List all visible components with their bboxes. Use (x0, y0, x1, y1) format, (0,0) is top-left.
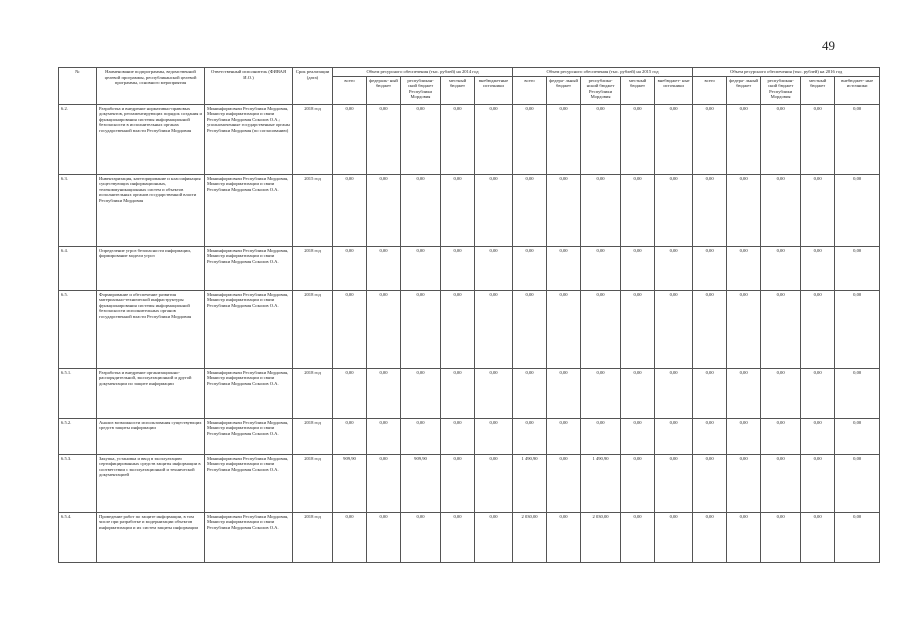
row-value: 0,00 (581, 418, 621, 454)
row-value: 0,00 (441, 104, 475, 174)
row-value: 0,00 (655, 290, 693, 368)
row-value: 0,00 (727, 454, 761, 512)
row-term: 2018 год (293, 290, 333, 368)
row-value: 0,00 (441, 512, 475, 562)
row-value: 0,00 (621, 174, 655, 246)
row-name: Формирование и обеспечение развития материально-технической инфраструктуры функционирования системы информационной безопасности исполнительных органов государственной власти Республики Мордовия (97, 290, 205, 368)
subheader-cell: внебюджет- ные источники (655, 76, 693, 104)
row-value: 0,00 (581, 290, 621, 368)
row-value: 0,00 (441, 290, 475, 368)
row-term: 2018 год (293, 368, 333, 418)
row-value: 1 490,90 (513, 454, 547, 512)
row-value: 0,00 (621, 104, 655, 174)
row-value: 0,00 (835, 368, 880, 418)
row-value: 0,00 (727, 104, 761, 174)
row-name: Инвентаризация, категорирование и классификация существующих информационных, телекоммуникационных систем и объектов исполнительных органов государственной власти Республики Мордовия (97, 174, 205, 246)
row-value: 0,00 (693, 454, 727, 512)
row-number: 6.4. (59, 246, 97, 290)
subheader-cell: местный бюджет (801, 76, 835, 104)
row-value: 0,00 (801, 246, 835, 290)
row-responsible: Мининформсвязи Республики Мордовия, Министр информатизации и связи Республики Мордовия Соколов О.А. (205, 368, 293, 418)
row-value: 0,00 (367, 512, 401, 562)
row-value: 0,00 (401, 368, 441, 418)
row-value: 0,00 (475, 454, 513, 512)
row-value: 0,00 (513, 174, 547, 246)
row-value: 0,00 (835, 512, 880, 562)
row-value: 0,00 (655, 104, 693, 174)
row-term: 2015 год (293, 174, 333, 246)
row-value: 0,00 (475, 512, 513, 562)
row-value: 0,00 (441, 174, 475, 246)
row-value: 0,00 (621, 418, 655, 454)
row-value: 0,00 (655, 418, 693, 454)
row-name: Определение угроз безопасности информации, формирование модели угроз (97, 246, 205, 290)
row-value: 0,00 (367, 418, 401, 454)
row-value: 0,00 (401, 246, 441, 290)
row-number: 6.3. (59, 174, 97, 246)
row-value: 0,00 (835, 104, 880, 174)
row-value: 0,00 (655, 368, 693, 418)
row-value: 0,00 (761, 454, 801, 512)
table-row (59, 368, 880, 418)
row-value: 0,00 (581, 246, 621, 290)
row-value: 0,00 (835, 418, 880, 454)
row-name: Закупка, установка и ввод в эксплуатацию сертифицированных средств защиты информации в соответствии с эксплуатационной и технической документацией (97, 454, 205, 512)
row-number: 6.5.3. (59, 454, 97, 512)
row-value: 0,00 (401, 418, 441, 454)
row-value: 0,00 (333, 104, 367, 174)
row-value: 0,00 (547, 290, 581, 368)
row-responsible: Мининформсвязи Республики Мордовия, Министр информатизации и связи Республики Мордовия Соколов О.А. (205, 246, 293, 290)
subheader-cell: внебюджет- ные источники (835, 76, 880, 104)
row-value: 0,00 (727, 418, 761, 454)
row-value: 0,00 (621, 290, 655, 368)
row-value: 0,00 (475, 246, 513, 290)
row-value: 0,00 (547, 454, 581, 512)
row-responsible: Мининформсвязи Республики Мордовия, Министр информатизации и связи Республики Мордовия Соколов О.А. (205, 454, 293, 512)
row-number: 6.5.2. (59, 418, 97, 454)
row-term: 2018 год (293, 104, 333, 174)
row-value: 0,00 (333, 418, 367, 454)
row-value: 0,00 (761, 290, 801, 368)
subheader-cell: всего (333, 76, 367, 104)
row-responsible: Мининформсвязи Республики Мордовия, Министр информатизации и связи Республики Мордовия Соколов О.А. (205, 174, 293, 246)
row-value: 0,00 (835, 246, 880, 290)
row-value: 0,00 (693, 174, 727, 246)
row-value: 0,00 (801, 174, 835, 246)
subheader-cell: федера- льный бюджет (547, 76, 581, 104)
row-value: 0,00 (333, 174, 367, 246)
row-value: 0,00 (547, 104, 581, 174)
row-value: 0,00 (401, 174, 441, 246)
row-value: 0,00 (655, 174, 693, 246)
row-responsible: Мининформсвязи Республики Мордовия, Министр информатизации и связи Республики Мордовия Соколов О.А.; уполномоченные государственные органы Республики Мордовия (по согласованию) (205, 104, 293, 174)
row-value: 0,00 (441, 454, 475, 512)
row-term: 2018 год (293, 418, 333, 454)
row-value: 0,00 (401, 104, 441, 174)
row-number: 6.5. (59, 290, 97, 368)
row-name: Разработка и внедрение организационно-распорядительной, эксплуатационной и другой документации по защите информации (97, 368, 205, 418)
subheader-cell: федераль- ный бюджет (367, 76, 401, 104)
table-row (59, 418, 880, 454)
header-2015: Объем ресурсного обеспечения (тыс. рублей) на 2015 год (513, 68, 693, 77)
row-value: 0,00 (367, 454, 401, 512)
header-term: Срок реализации (дата) (293, 68, 333, 105)
subheader-cell: местный бюджет (441, 76, 475, 104)
row-value: 0,00 (801, 418, 835, 454)
row-value: 0,00 (655, 454, 693, 512)
subheader-cell: местный бюджет (621, 76, 655, 104)
row-value: 0,00 (835, 174, 880, 246)
row-value: 0,00 (655, 246, 693, 290)
row-value: 0,00 (513, 418, 547, 454)
row-value: 2 030,00 (513, 512, 547, 562)
row-value: 0,00 (693, 418, 727, 454)
row-value: 0,00 (581, 174, 621, 246)
row-number: 6.5.1. (59, 368, 97, 418)
header-2014: Объем ресурсного обеспечения (тыс. рублей) на 2014 год (333, 68, 513, 77)
row-value: 0,00 (475, 104, 513, 174)
row-name: Проведение работ по защите информации, в том числе при разработке и модернизации объектов информатизации и их систем защиты информации (97, 512, 205, 562)
row-value: 0,00 (727, 174, 761, 246)
row-value: 0,00 (367, 104, 401, 174)
row-value: 0,00 (333, 368, 367, 418)
row-value: 0,00 (761, 418, 801, 454)
subheader-cell: внебюджетные источники (475, 76, 513, 104)
row-value: 0,00 (801, 512, 835, 562)
subheader-cell: республикан- ский бюджет Республики Мордовия (401, 76, 441, 104)
row-value: 0,00 (621, 512, 655, 562)
row-value: 0,00 (333, 290, 367, 368)
row-value: 0,00 (693, 368, 727, 418)
table-header (59, 68, 880, 105)
header-num: № (59, 68, 97, 105)
row-value: 0,00 (475, 174, 513, 246)
row-value: 0,00 (513, 368, 547, 418)
row-name: Разработка и внедрение нормативно-правовых документов, регламентирующих порядок создания и функционирования системы информационной безопасности в исполнительных органах государственной власти Республики Мордовия (97, 104, 205, 174)
row-value: 0,00 (655, 512, 693, 562)
row-value: 0,00 (581, 104, 621, 174)
budget-table (58, 67, 880, 563)
row-value: 0,00 (727, 290, 761, 368)
row-value: 0,00 (727, 368, 761, 418)
table-body (59, 104, 880, 562)
row-value: 0,00 (367, 368, 401, 418)
row-value: 1 490,90 (581, 454, 621, 512)
table-row (59, 290, 880, 368)
row-value: 0,00 (367, 290, 401, 368)
row-value: 0,00 (761, 246, 801, 290)
row-responsible: Мининформсвязи Республики Мордовия, Министр информатизации и связи Республики Мордовия Соколов О.А. (205, 418, 293, 454)
row-value: 0,00 (401, 512, 441, 562)
row-value: 0,00 (547, 174, 581, 246)
row-number: 6.5.4. (59, 512, 97, 562)
row-value: 0,00 (401, 290, 441, 368)
row-value: 0,00 (547, 512, 581, 562)
header-name: Наименование подпрограммы, ведомственной целевой программы, республиканской целевой программы, основного мероприятия (97, 68, 205, 105)
row-value: 0,00 (801, 454, 835, 512)
row-value: 0,00 (835, 290, 880, 368)
row-value: 0,00 (835, 454, 880, 512)
row-value: 0,00 (513, 290, 547, 368)
row-value: 0,00 (513, 104, 547, 174)
row-value: 0,00 (333, 512, 367, 562)
row-number: 6.2. (59, 104, 97, 174)
row-responsible: Мининформсвязи Республики Мордовия, Министр информатизации и связи Республики Мордовия Соколов О.А. (205, 290, 293, 368)
row-value: 0,00 (441, 418, 475, 454)
row-value: 0,00 (761, 104, 801, 174)
row-value: 2 030,00 (581, 512, 621, 562)
header-2016: Объем ресурсного обеспечения (тыс. рублей) на 2016 год (693, 68, 880, 77)
row-value: 0,00 (547, 418, 581, 454)
row-value: 0,00 (761, 368, 801, 418)
row-value: 0,00 (801, 290, 835, 368)
row-term: 2018 год (293, 512, 333, 562)
row-value: 0,00 (367, 246, 401, 290)
subheader-cell: федера- льный бюджет (727, 76, 761, 104)
row-value: 0,00 (547, 246, 581, 290)
row-value: 0,00 (513, 246, 547, 290)
row-value: 0,00 (727, 246, 761, 290)
row-value: 0,00 (621, 454, 655, 512)
table-row (59, 174, 880, 246)
table-row (59, 454, 880, 512)
row-term: 2018 год (293, 246, 333, 290)
row-value: 0,00 (621, 246, 655, 290)
row-value: 0,00 (621, 368, 655, 418)
row-value: 0,00 (801, 104, 835, 174)
row-value: 0,00 (761, 512, 801, 562)
row-value: 0,00 (367, 174, 401, 246)
page-number: 49 (822, 38, 835, 53)
table-row (59, 104, 880, 174)
row-value: 0,00 (581, 368, 621, 418)
header-responsible: Ответственный исполнитель (ФИВАЯ И.О.) (205, 68, 293, 105)
row-value: 0,00 (475, 418, 513, 454)
row-value: 909,90 (333, 454, 367, 512)
row-value: 0,00 (801, 368, 835, 418)
row-value: 0,00 (475, 368, 513, 418)
row-value: 0,00 (727, 512, 761, 562)
row-value: 0,00 (693, 246, 727, 290)
subheader-cell: всего (513, 76, 547, 104)
row-responsible: Мининформсвязи Республики Мордовия, Министр информатизации и связи Республики Мордовия Соколов О.А. (205, 512, 293, 562)
row-term: 2018 год (293, 454, 333, 512)
row-value: 909,90 (401, 454, 441, 512)
table-row (59, 246, 880, 290)
row-name: Анализ возможности использования существующих средств защиты информации (97, 418, 205, 454)
row-value: 0,00 (693, 290, 727, 368)
row-value: 0,00 (441, 246, 475, 290)
table-row (59, 512, 880, 562)
subheader-cell: республикан- ский бюджет Республики Мордовия (761, 76, 801, 104)
subheader-cell: республика- нский бюджет Республики Мордовия (581, 76, 621, 104)
row-value: 0,00 (333, 246, 367, 290)
row-value: 0,00 (693, 512, 727, 562)
row-value: 0,00 (761, 174, 801, 246)
row-value: 0,00 (441, 368, 475, 418)
row-value: 0,00 (475, 290, 513, 368)
row-value: 0,00 (547, 368, 581, 418)
row-value: 0,00 (693, 104, 727, 174)
subheader-cell: всего (693, 76, 727, 104)
